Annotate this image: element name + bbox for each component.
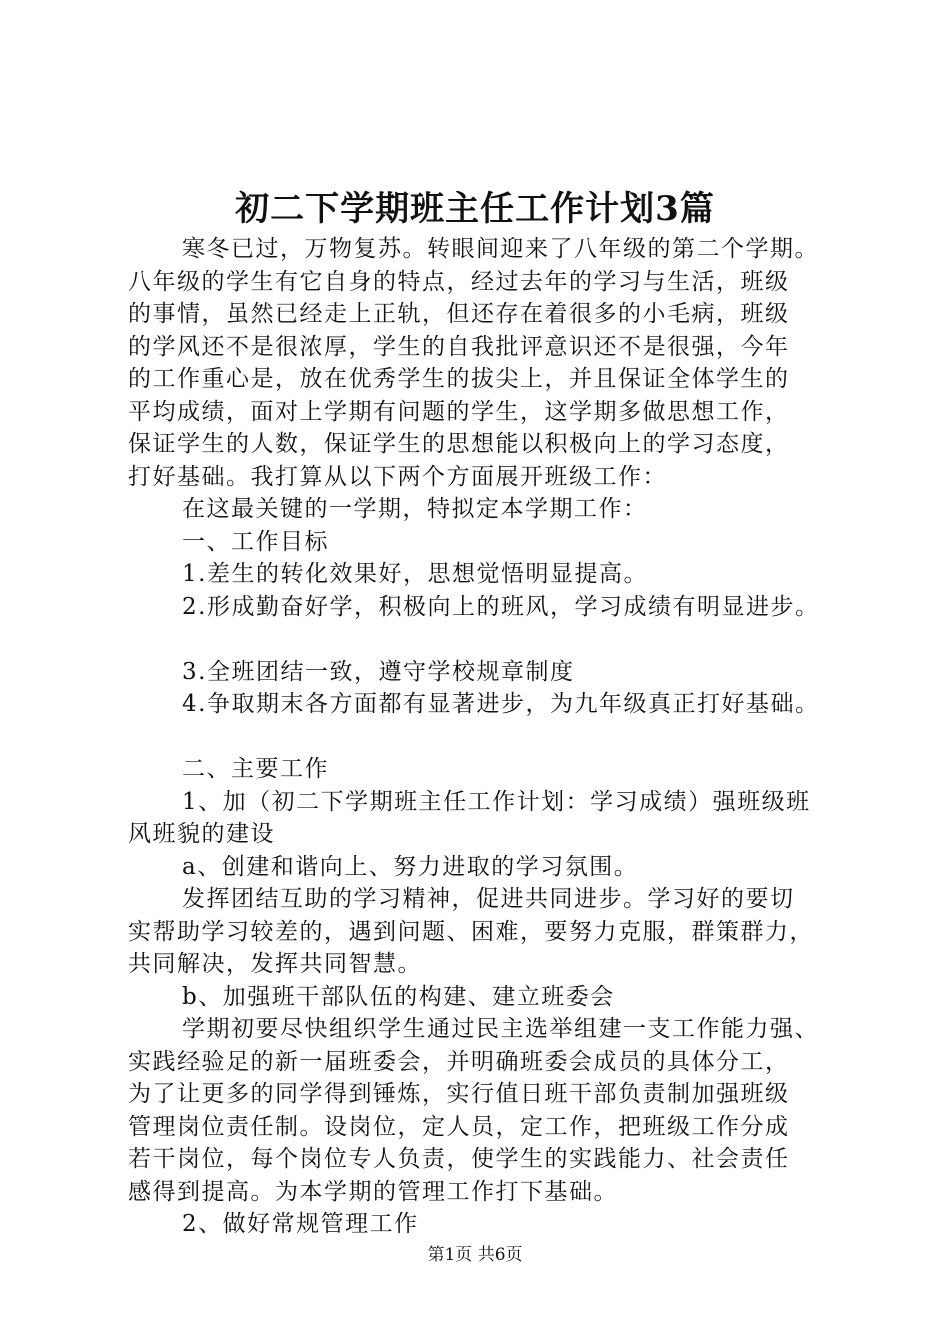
page-footer: 第1页 共6页 bbox=[427, 1245, 523, 1265]
paragraph-line: 打好基础。我打算从以下两个方面展开班级工作： bbox=[128, 463, 667, 490]
paragraph-line: 若干岗位，每个岗位专人负责，使学生的实践能力、社会责任 bbox=[128, 1146, 790, 1172]
goal-item: 4.争取期末各方面都有显著进步，为九年级真正打好基础。 bbox=[182, 691, 820, 717]
paragraph-line: 寒冬已过，万物复苏。转眼间迎来了八年级的第二个学期。 bbox=[182, 236, 819, 262]
sub-heading: b、加强班干部队伍的构建、建立班委会 bbox=[182, 983, 615, 1010]
paragraph-line: 学期初要尽快组织学生通过民主选举组建一支工作能力强、 bbox=[182, 1016, 819, 1042]
document-body bbox=[128, 233, 828, 1241]
paragraph-line: 的事情，虽然已经走上正轨，但还存在着很多的小毛病，班级 bbox=[128, 301, 790, 327]
sub-heading: a、创建和谐向上、努力进取的学习氛围。 bbox=[182, 853, 639, 880]
paragraph-line: 风班貌的建设 bbox=[128, 821, 275, 847]
goal-item: 1.差生的转化效果好，思想觉悟明显提高。 bbox=[182, 561, 648, 587]
document-title: 初二下学期班主任工作计划3篇 bbox=[235, 189, 715, 229]
goal-item: 3.全班团结一致，遵守学校规章制度 bbox=[182, 658, 575, 685]
paragraph-line: 八年级的学生有它自身的特点，经过去年的学习与生活，班级 bbox=[128, 268, 790, 295]
paragraph-line: 实践经验足的新一届班委会，并明确班委会成员的具体分工， bbox=[128, 1048, 790, 1075]
section-heading: 二、主要工作 bbox=[182, 756, 329, 782]
paragraph-line: 在这最关键的一学期，特拟定本学期工作： bbox=[182, 496, 648, 522]
paragraph-line: 管理岗位责任制。设岗位，定人员，定工作，把班级工作分成 bbox=[128, 1113, 790, 1140]
paragraph-line: 为了让更多的同学得到锤炼，实行值日班干部负责制加强班级 bbox=[128, 1081, 790, 1107]
paragraph-line: 保证学生的人数，保证学生的思想能以积极向上的学习态度， bbox=[128, 431, 790, 457]
paragraph-line: 的学风还不是很浓厚，学生的自我批评意识还不是很强，今年 bbox=[128, 333, 790, 360]
paragraph-line: 1、加（初二下学期班主任工作计划：学习成绩）强班级班 bbox=[182, 788, 811, 815]
paragraph-line: 发挥团结互助的学习精神，促进共同进步。学习好的要切 bbox=[182, 886, 795, 912]
paragraph-line: 共同解决，发挥共同智慧。 bbox=[128, 951, 422, 977]
blank-line bbox=[128, 721, 828, 754]
paragraph-line: 平均成绩，面对上学期有问题的学生，这学期多做思想工作， bbox=[128, 398, 790, 425]
paragraph-line: 的工作重心是，放在优秀学生的拔尖上，并且保证全体学生的 bbox=[128, 366, 790, 392]
paragraph-line: 实帮助学习较差的，遇到问题、困难，要努力克服，群策群力， bbox=[128, 918, 814, 945]
section-heading: 2、做好常规管理工作 bbox=[182, 1211, 419, 1237]
paragraph-line: 感得到提高。为本学期的管理工作打下基础。 bbox=[128, 1178, 618, 1205]
section-heading: 一、工作目标 bbox=[182, 528, 329, 555]
goal-item: 2.形成勤奋好学，积极向上的班风，学习成绩有明显进步。 bbox=[182, 593, 820, 620]
blank-line bbox=[128, 623, 828, 656]
